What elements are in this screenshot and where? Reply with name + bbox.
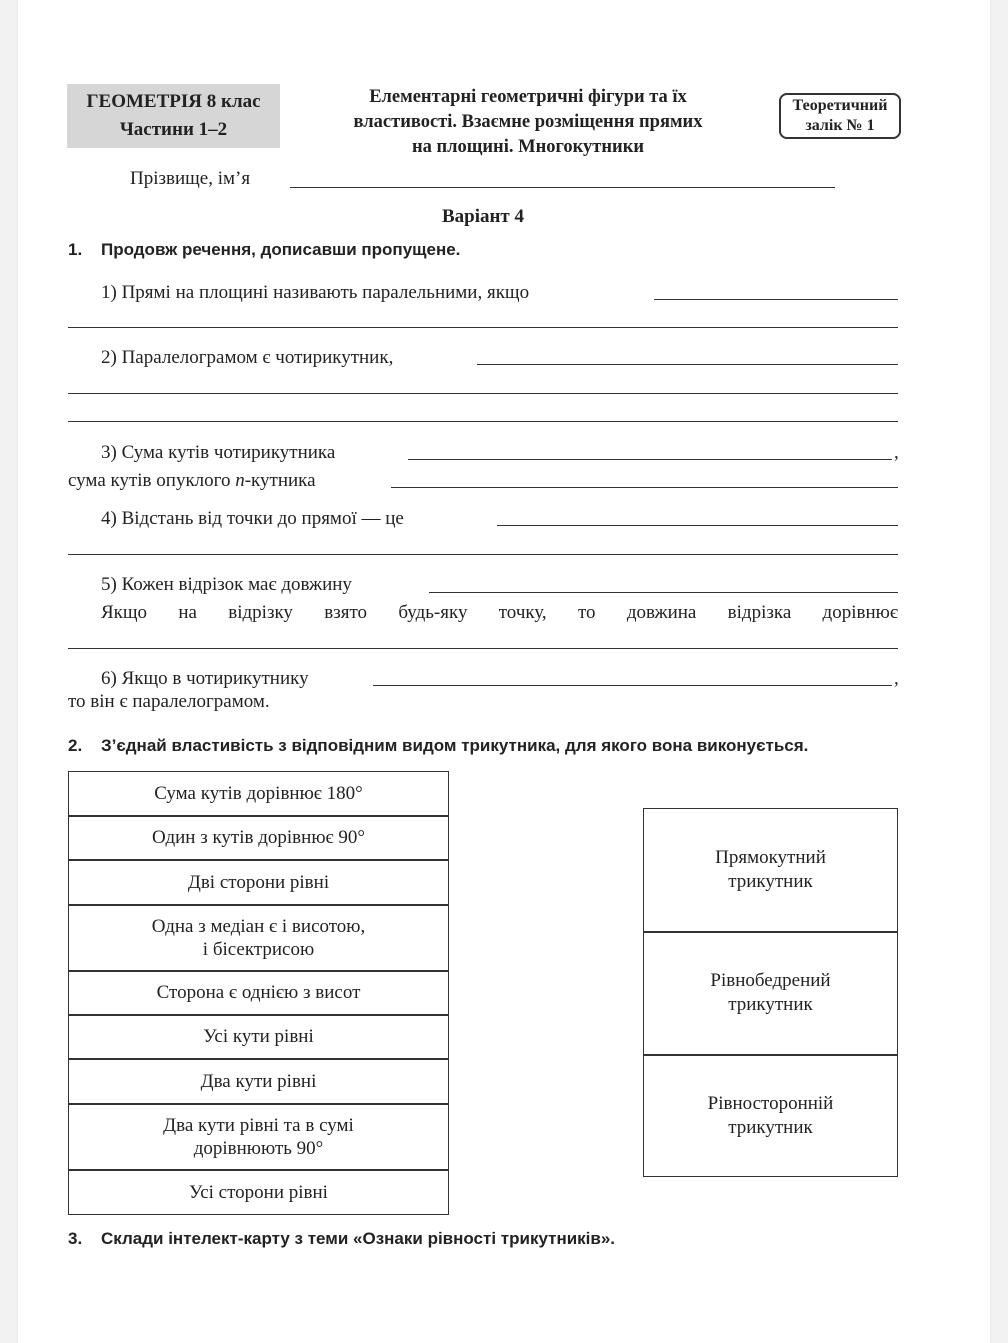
item6-answer-line[interactable] <box>373 685 892 686</box>
name-label: Прізвище, ім’я <box>130 168 251 189</box>
item6-comma: , <box>894 668 899 689</box>
task3-number: 3. <box>68 1229 83 1248</box>
topic-line-2: властивості. Взаємне розміщення прямих <box>353 112 703 132</box>
triangle-type-cell[interactable]: Рівнобедрений трикутник <box>643 932 898 1055</box>
subject-title: ГЕОМЕТРІЯ 8 клас <box>86 91 261 112</box>
test-badge <box>779 93 901 139</box>
item3-text-b: сума кутів опуклого n-кутника <box>68 470 316 491</box>
property-cell[interactable]: Усі сторони рівні <box>68 1170 449 1215</box>
property-cell[interactable]: Усі кути рівні <box>68 1015 449 1059</box>
triangle-type-cell[interactable]: Прямокутний трикутник <box>643 808 898 932</box>
topic-line-3: на площині. Многокутники <box>411 137 645 157</box>
variant-title: Варіант 4 <box>441 206 525 227</box>
item6-text-a: 6) Якщо в чотирикутнику <box>101 668 309 689</box>
name-answer-line[interactable] <box>290 187 835 188</box>
item3-text-a: 3) Сума кутів чотирикутника <box>101 442 336 463</box>
property-cell[interactable]: Два кути рівні та в сумі дорівнюють 90° <box>68 1104 449 1170</box>
test-badge-line-2: залік № 1 <box>805 117 875 134</box>
topic-line-1: Елементарні геометричні фігури та їх <box>369 87 687 107</box>
item1-answer-line-2[interactable] <box>68 327 898 328</box>
item3-comma: , <box>894 442 899 463</box>
property-cell[interactable]: Сума кутів дорівнює 180° <box>68 771 449 816</box>
task1-instruction: Продовж речення, дописавши пропущене. <box>101 240 461 259</box>
topic-title <box>298 85 758 160</box>
subject-parts: Частини 1–2 <box>119 119 228 140</box>
item2-answer-line-2[interactable] <box>68 393 898 394</box>
item3-answer-line-b[interactable] <box>391 487 898 488</box>
item2-text: 2) Паралелограмом є чотирикутник, <box>101 347 394 368</box>
item1-text: 1) Прямі на площині називають паралельними, якщо <box>101 282 530 303</box>
property-cell[interactable]: Дві сторони рівні <box>68 860 449 905</box>
item4-answer-line-2[interactable] <box>68 554 898 555</box>
property-cell[interactable]: Два кути рівні <box>68 1059 449 1104</box>
property-cell[interactable]: Один з кутів дорівнює 90° <box>68 816 449 860</box>
item4-answer-line[interactable] <box>497 525 898 526</box>
item5-answer-line-b[interactable] <box>68 648 898 649</box>
item2-answer-line[interactable] <box>477 364 898 365</box>
task3-instruction: Склади інтелект-карту з теми «Ознаки рівності трикутників». <box>101 1229 616 1248</box>
item6-text-b: то він є паралелограмом. <box>68 691 270 712</box>
test-badge-line-1: Теоретичний <box>792 97 888 114</box>
item1-answer-line[interactable] <box>654 299 898 300</box>
item5-answer-line-a[interactable] <box>429 592 898 593</box>
triangle-type-cell[interactable]: Рівносторонній трикутник <box>643 1055 898 1177</box>
task1-number: 1. <box>68 240 83 259</box>
property-cell[interactable]: Сторона є однією з висот <box>68 971 449 1015</box>
item5-text-b: Якщо на відрізку взято будь-яку точку, то довжина відрізка дорівнює <box>101 602 898 623</box>
item4-text: 4) Відстань від точки до прямої — це <box>101 508 404 529</box>
subject-box <box>67 84 280 148</box>
property-cell[interactable]: Одна з медіан є і висотою, і бісектрисою <box>68 905 449 971</box>
task2-number: 2. <box>68 736 83 755</box>
item3-answer-line-a[interactable] <box>408 459 892 460</box>
worksheet-page <box>18 0 990 1343</box>
item5-text-a: 5) Кожен відрізок має довжину <box>101 574 352 595</box>
task2-instruction: З’єднай властивість з відповідним видом трикутника, для якого вона виконується. <box>101 736 809 755</box>
item2-answer-line-3[interactable] <box>68 421 898 422</box>
